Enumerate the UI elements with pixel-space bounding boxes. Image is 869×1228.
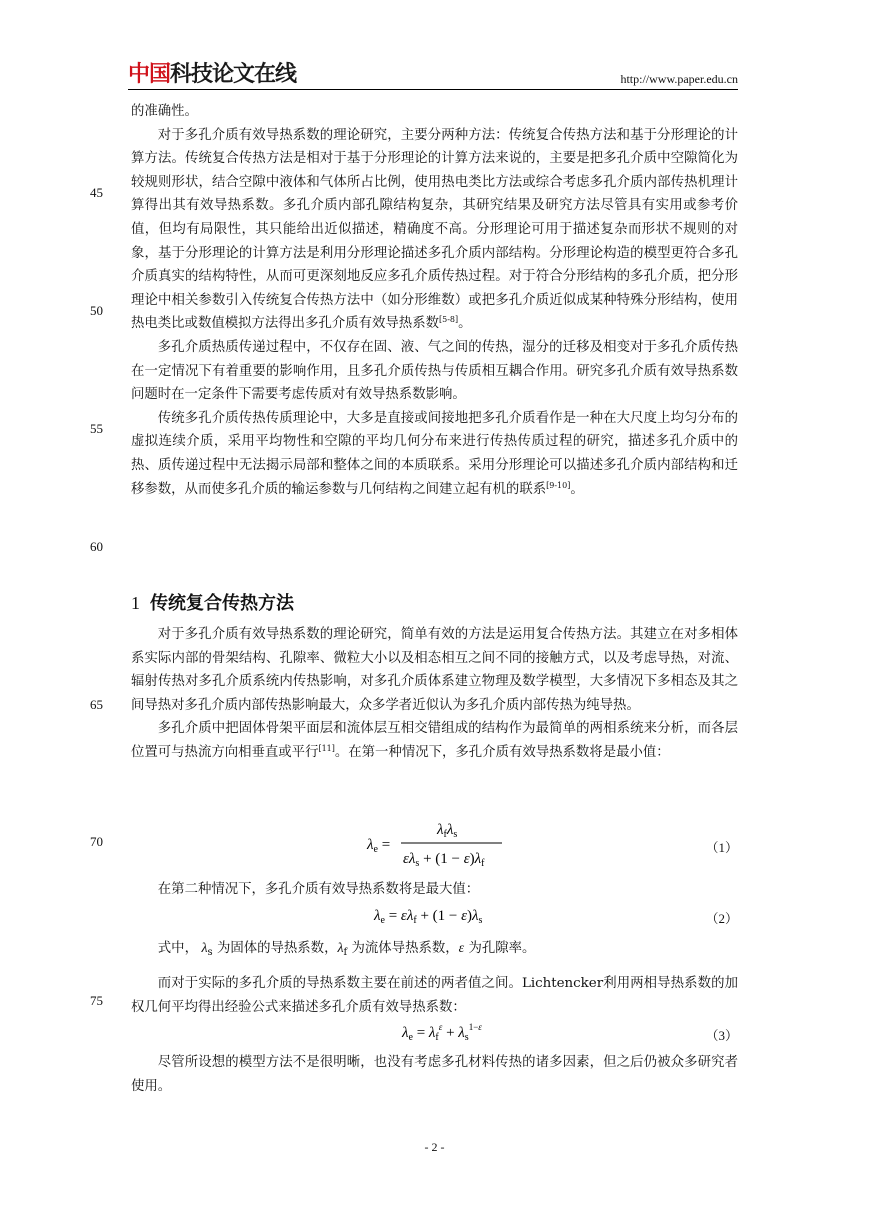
- line-number: 75: [90, 993, 103, 1008]
- body-text-section: [131, 623, 738, 765]
- equation-3: [400, 1017, 520, 1045]
- line-number: 45: [90, 185, 103, 200]
- paragraph: 在第二种情况下，多孔介质有效导热系数将是最大值：: [157, 882, 480, 897]
- paragraph: 而对于实际的多孔介质的导热系数主要在前述的两者值之间。Lichtencker利用两相导热系数的加权几何平均得出经验公式来描述多孔介质有效导热系数：: [131, 976, 738, 1015]
- svg-text:ελs + (1 − ε)λf: $\varepsilon\lambda_s + (1 - \varepsilon)\lambda_f$: [403, 851, 485, 868]
- paragraph: 的准确性。: [131, 104, 198, 119]
- svg-text:λe = λfε + λs1−ε: $\lambda_e = \lambda_f^\varepsilon + \lambda_s^{1-}\varepsilon$: [402, 1022, 482, 1043]
- body-text-end: [131, 1051, 738, 1098]
- citation[interactable]: [5-8]: [438, 315, 459, 325]
- equation-1: [365, 818, 515, 868]
- header-rule: [128, 89, 738, 90]
- svg-text:λfλs: $\lambda_f\lambda_s$: [437, 822, 458, 840]
- body-text-symbols: [131, 937, 738, 965]
- line-number: 60: [90, 539, 103, 554]
- equation-number: （3）: [705, 1028, 738, 1043]
- page-number: - 2 -: [424, 1140, 445, 1154]
- paragraph: 对于多孔介质有效导热系数的理论研究，简单有效的方法是运用复合传热方法。其建立在对多相体系实际内部的骨架结构、孔隙率、微粒大小以及相态相互之间不同的接触方式，以及考虑导热，对流、辐射传热对多孔介质系统内传热影响，对多孔介质体系建立物理及数学模型，大多情况下多相态及其之间导热对多孔介质内部传热影响最大，众多学者近似认为多孔介质内部传热为纯导热。: [131, 627, 738, 713]
- equation-number: （1）: [705, 840, 738, 855]
- line-number: 65: [90, 697, 103, 712]
- citation[interactable]: [9-10]: [546, 480, 571, 490]
- line-number: 70: [90, 834, 103, 849]
- section-heading: 1 传统复合传热方法: [131, 593, 294, 614]
- citation[interactable]: [11]: [318, 743, 335, 753]
- body-text-eq3-intro: [131, 972, 738, 1019]
- line-number: 50: [90, 303, 103, 318]
- journal-logo: 中国科技论文在线: [128, 62, 297, 87]
- paragraph: 式中， $\lambda_s$ 为固体的导热系数，$\lambda_f$ 为流体导热系数，ε 为孔隙率。: [157, 941, 536, 958]
- svg-text:λe = ελf + (1 − ε)λs: $\lambda_e = \varepsilon\lambda_f + (1 - \varepsilon)\lambda_s$: [374, 908, 483, 926]
- line-number: 55: [90, 421, 103, 436]
- header-url[interactable]: http://www.paper.edu.cn: [620, 72, 738, 86]
- paragraph: 对于多孔介质有效导热系数的理论研究，主要分两种方法：传统复合传热方法和基于分形理论的计算方法。传统复合传热方法是相对于基于分形理论的计算方法来说的，主要是把多孔介质中空隙简化为较规则形状，结合空隙中液体和气体所占比例，使用热电类比方法或综合考虑多孔介质内部传热机理计算得出其有效导热系数。多孔介质内部孔隙结构复杂，其研究结果及研究方法尽管具有实用或参考价值，但均有局限性，其只能给出近似描述，精确度不高。分形理论可用于描述复杂而形状不规则的对象，基于分形理论的计算方法是利用分形理论描述多孔介质内部结构。分形理论构造的模型更符合多孔介质真实的结构特性，从而可更深刻地反应多孔介质传热过程。对于符合分形结构的多孔介质，把分形理论中相关参数引入传统复合传热方法中（如分形维数）或把多孔介质近似成某种特殊分形结构，使用热电类比或数值模拟方法得出多孔介质有效导热系数[5-8]。: [131, 127, 738, 332]
- paragraph: 多孔介质热质传递过程中，不仅存在固、液、气之间的传热，湿分的迁移及相变对于多孔介质传热在一定情况下有着重要的影响作用，且多孔介质传热与传质相互耦合作用。研究多孔介质有效导热系数问题时在一定条件下需要考虑传质对有效导热系数影响。: [131, 339, 738, 403]
- paragraph: 传统多孔介质传热传质理论中，大多是直接或间接地把多孔介质看作是一种在大尺度上均匀分布的虚拟连续介质，采用平均物性和空隙的平均几何分布来进行传热传质过程的研究，描述多孔介质中的热、质传递过程中无法揭示局部和整体之间的本质联系。采用分形理论可以描述多孔介质内部结构和迁移参数，从而使多孔介质的输运参数与几何结构之间建立起有机的联系[9-10]。: [131, 410, 738, 497]
- svg-text:λe =: $\lambda_e$ =: [367, 837, 391, 855]
- paragraph: 尽管所设想的模型方法不是很明晰，也没有考虑多孔材料传热的诸多因素，但之后仍被众多研究者使用。: [131, 1055, 738, 1094]
- paragraph: 多孔介质中把固体骨架平面层和流体层互相交错组成的结构作为最简单的两相系统来分析，而各层位置可与热流方向相垂直或平行[11]。在第一种情况下，多孔介质有效导热系数将是最小值：: [131, 721, 738, 760]
- equation-number: （2）: [705, 911, 738, 926]
- equation-2: [372, 903, 522, 927]
- body-text-top: [131, 100, 738, 501]
- body-text-eq2-intro: [131, 878, 738, 902]
